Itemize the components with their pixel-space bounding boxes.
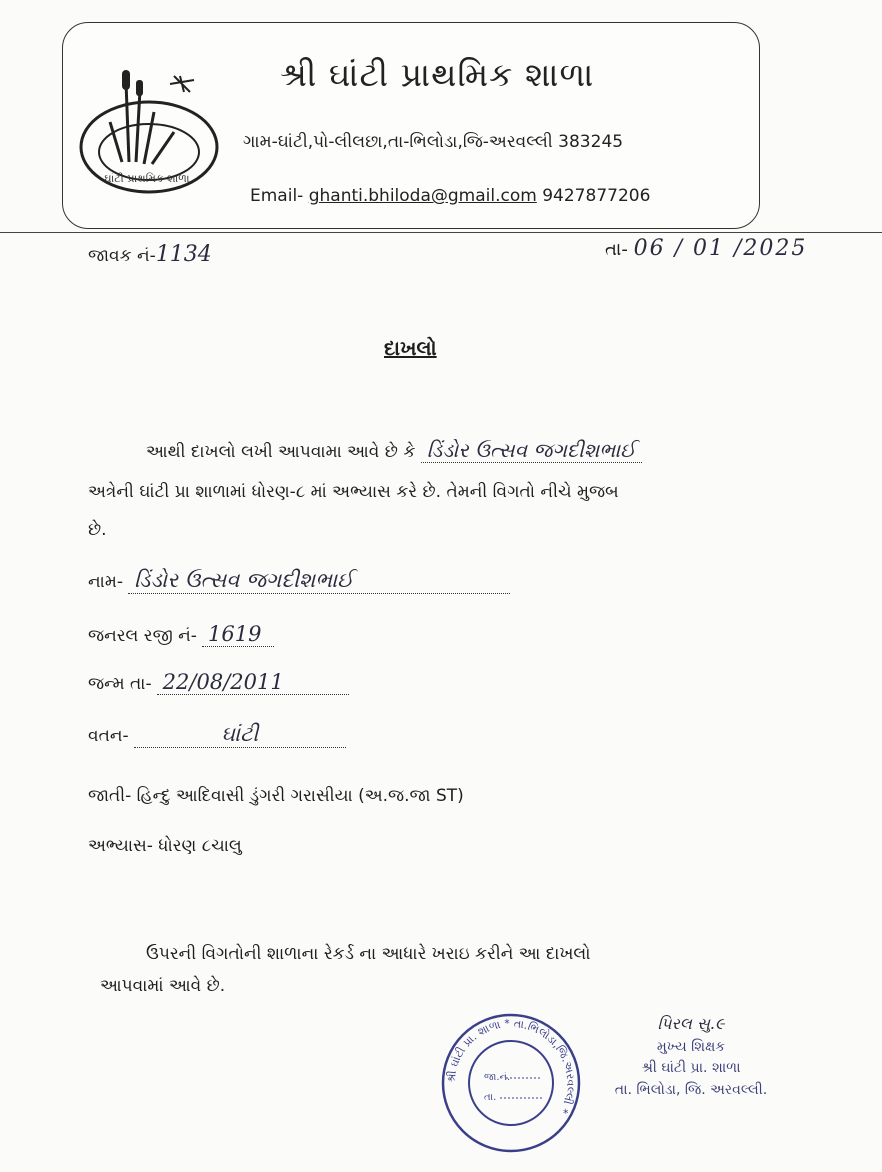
gr-value: 1619	[202, 622, 274, 647]
field-study: અભ્યાસ- ધોરણ ૮ચાલુ	[88, 836, 242, 856]
intro-student-name: ડિંડોર ઉત્સવ જગદીશભાઈ	[421, 438, 642, 463]
intro-line-2: અત્રેની ઘાંટી પ્રા શાળામાં ધોરણ-૮ માં અભ્યાસ કરે છે. તેમની વિગતો નીચે મુજબ	[88, 482, 619, 502]
phone-number: 9427877206	[542, 186, 651, 206]
field-name	[88, 568, 510, 594]
school-address: ગામ-ઘાંટી,પો-લીલછા,તા-ભિલોડા,જિ-અરવલ્લી 383245	[243, 132, 624, 152]
issue-date	[605, 236, 807, 261]
seal-ring-text: શ્રી ઘાંટી પ્રા. શાળા * તા.ભિલોડા,જિ.અરવલ્લી *	[444, 1016, 578, 1116]
name-label: નામ-	[88, 572, 123, 592]
closing-line-2: આપવામાં આવે છે.	[100, 976, 226, 996]
native-value: ઘાંટી	[134, 722, 346, 748]
native-label: વતન-	[88, 726, 129, 746]
document-title: દાખલો	[384, 336, 437, 360]
header-divider	[0, 232, 882, 233]
signature: પિરલ સુ.૯	[657, 1014, 725, 1033]
school-name: શ્રી ઘાંટી પ્રાથમિક શાળા	[280, 55, 595, 94]
email-link[interactable]: ghanti.bhiloda@gmail.com	[308, 186, 537, 206]
inward-value: 1134	[155, 242, 212, 267]
inward-label: જાવક નં-	[88, 246, 156, 266]
intro-text: આથી દાખલો લખી આપવામા આવે છે કે	[146, 442, 416, 462]
intro-line-1	[146, 438, 642, 463]
seal-inner-line-2: તા.	[484, 1092, 497, 1103]
contact-line	[250, 186, 650, 206]
date-label: તા-	[605, 239, 628, 260]
gr-label: જનરલ રજી નં-	[88, 626, 197, 646]
signatory-place: તા. ભિલોડા, જિ. અરવલ્લી.	[614, 1082, 768, 1099]
signatory-title: મુખ્ય શિક્ષક	[656, 1038, 726, 1055]
school-seal	[440, 1012, 582, 1154]
name-value: ડિંડોર ઉત્સવ જગદીશભાઈ	[128, 568, 510, 594]
email-label: Email-	[250, 186, 304, 206]
dob-label: જન્મ તા-	[88, 674, 152, 694]
field-native	[88, 722, 346, 748]
intro-line-3: છે.	[88, 520, 107, 540]
date-value: 06 / 01 /2025	[633, 236, 808, 261]
inward-number	[88, 242, 212, 267]
field-caste: જાતી- હિન્દુ આદિવાસી ડુંગરી ગરાસીયા (અ.જ.જા ST)	[88, 786, 464, 806]
field-gr-number	[88, 622, 274, 647]
dob-value: 22/08/2011	[157, 670, 349, 695]
field-dob	[88, 670, 349, 695]
signature-block	[596, 1012, 786, 1102]
signatory-school: શ્રી ઘાંટી પ્રા. શાળા	[641, 1060, 741, 1077]
seal-inner-line-1: જા.નં.	[484, 1072, 511, 1083]
logo-caption: ઘાંટી પ્રાથમિક શાળા	[104, 172, 190, 185]
closing-line-1: ઉપરની વિગતોની શાળાના રેકર્ડ ના આધારે ખરાઇ કરીને આ દાખલો	[146, 944, 591, 964]
